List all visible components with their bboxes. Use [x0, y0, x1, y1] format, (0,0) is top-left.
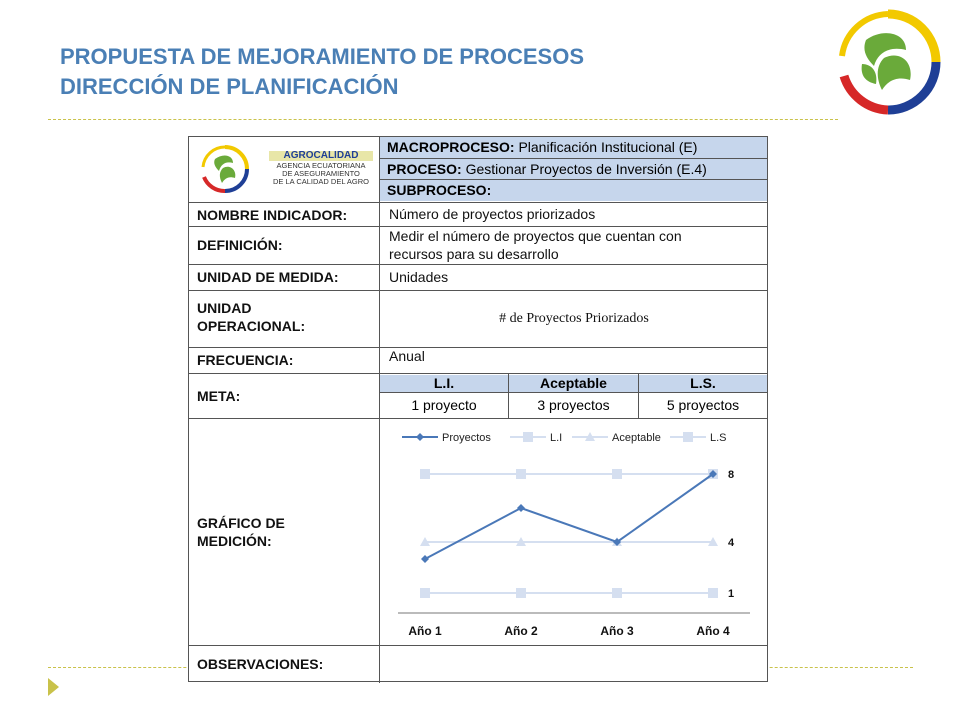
measurement-chart [380, 421, 766, 646]
subproceso-row [380, 180, 767, 201]
meta-header-li: L.I. [380, 375, 508, 392]
row-divider [189, 290, 767, 291]
unidad-operacional-label-1: UNIDAD [197, 300, 252, 316]
macroproceso-value: Planificación Institucional (E) [514, 139, 698, 155]
value-label-8: 8 [728, 469, 735, 481]
meta-value-ls: 5 proyectos [666, 397, 740, 413]
point-proyectos-1 [421, 555, 429, 563]
definicion-label: DEFINICIÓN: [197, 237, 283, 253]
definicion-line-2: recursos para su desarrollo [389, 246, 559, 262]
row-divider [189, 418, 767, 419]
row-divider [189, 373, 767, 374]
unidad-medida-label: UNIDAD DE MEDIDA: [197, 269, 339, 285]
agrocalidad-corner-logo [832, 6, 944, 118]
top-divider [48, 119, 838, 120]
proceso-row [380, 159, 767, 180]
chart-svg [380, 421, 766, 646]
logo-line-2: DE ASEGURAMIENTO [282, 169, 360, 178]
row-divider [189, 347, 767, 348]
point-l-s-3 [612, 469, 622, 479]
legend-label-l-i: L.I [550, 432, 563, 444]
slide-title [60, 42, 584, 102]
macroproceso-row [380, 137, 767, 158]
observaciones-label: OBSERVACIONES: [197, 656, 324, 672]
x-tick-label-2: Año 2 [504, 624, 538, 638]
x-tick-label-4: Año 4 [696, 624, 730, 638]
nombre-indicador-label: NOMBRE INDICADOR: [197, 207, 348, 223]
value-label-1: 1 [728, 588, 735, 600]
slide-title-line-2: DIRECCIÓN DE PLANIFICACIÓN [60, 74, 399, 99]
unidad-operacional-label-2: OPERACIONAL: [197, 318, 306, 334]
subproceso-label: SUBPROCESO: [387, 182, 492, 198]
legend-label-aceptable: Aceptable [612, 432, 661, 444]
slide-title-line-1: PROPUESTA DE MEJORAMIENTO DE PROCESOS [60, 44, 585, 69]
x-tick-label-1: Año 1 [408, 624, 442, 638]
unidad-medida-value: Unidades [389, 269, 449, 285]
legend-marker-l-s [683, 432, 693, 442]
x-tick-label-3: Año 3 [600, 624, 634, 638]
indicator-form [188, 136, 768, 682]
row-divider [189, 264, 767, 265]
point-l-i-3 [612, 588, 622, 598]
point-l-i-4 [708, 588, 718, 598]
proceso-value: Gestionar Proyectos de Inversión (E.4) [461, 161, 707, 177]
nombre-indicador-value: Número de proyectos priorizados [389, 206, 596, 222]
point-l-i-1 [420, 588, 430, 598]
logo-line-1: AGENCIA ECUATORIANA [276, 161, 366, 170]
point-l-s-2 [516, 469, 526, 479]
point-l-i-2 [516, 588, 526, 598]
legend-label-proyectos: Proyectos [442, 432, 491, 444]
legend-label-l-s: L.S [710, 432, 727, 444]
legend-marker-proyectos [416, 433, 424, 441]
row-divider [189, 202, 767, 203]
logo-line-3: DE LA CALIDAD DEL AGRO [272, 177, 369, 186]
meta-value-li: 1 proyecto [411, 397, 477, 413]
meta-value-aceptable: 3 proyectos [537, 397, 610, 413]
frecuencia-value: Anual [389, 348, 425, 364]
meta-header-ls: L.S. [639, 375, 767, 392]
definicion-line-1: Medir el número de proyectos que cuentan con [389, 228, 682, 244]
meta-label: META: [197, 388, 241, 404]
row-divider [379, 179, 768, 180]
unidad-operacional-value: # de Proyectos Priorizados [499, 311, 649, 326]
row-divider [379, 158, 768, 159]
logo-brand: AGROCALIDAD [283, 150, 359, 161]
value-label-4: 4 [728, 537, 735, 549]
row-divider [189, 226, 767, 227]
macroproceso-label: MACROPROCESO: [387, 139, 515, 155]
legend-marker-l-i [523, 432, 533, 442]
point-l-s-1 [420, 469, 430, 479]
point-proyectos-2 [517, 504, 525, 512]
grafico-label-1: GRÁFICO DE [197, 515, 285, 531]
meta-header-aceptable: Aceptable [509, 375, 638, 392]
series-line-proyectos [425, 474, 713, 559]
grafico-label-2: MEDICIÓN: [197, 533, 272, 549]
bullet-arrow-icon [48, 678, 59, 696]
frecuencia-label: FRECUENCIA: [197, 352, 294, 368]
proceso-label: PROCESO: [387, 161, 462, 177]
